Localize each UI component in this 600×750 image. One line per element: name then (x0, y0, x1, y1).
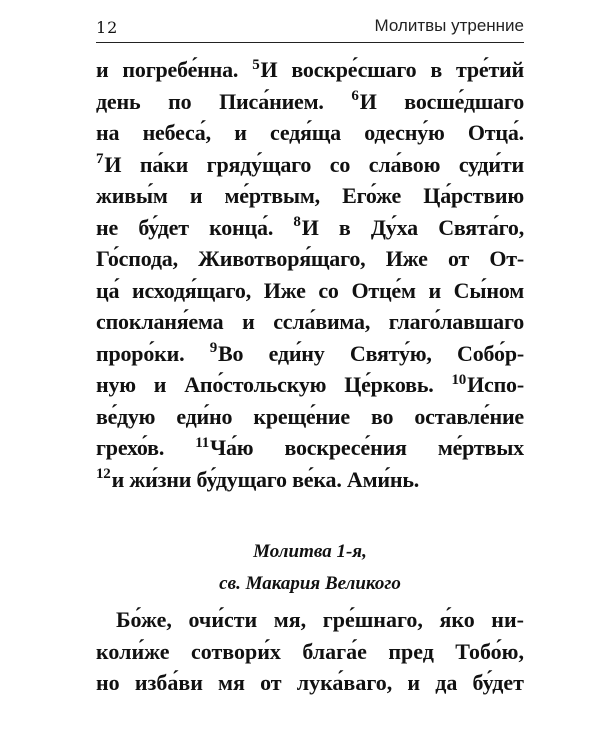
creed-line (96, 117, 524, 149)
prayer-line: Бо́же, очи́сти мя, гре́шнаго, я́ко ни- (116, 607, 524, 632)
prayer-text (96, 604, 524, 699)
creed-text-run: И па́ки гряду́щаго со сла́вою суди́ти (104, 151, 524, 177)
creed-text-run: не бу́дет конца́. (96, 214, 294, 240)
creed-line (96, 275, 524, 307)
creed-text-run: И восше́дшаго (359, 88, 524, 114)
creed-line (96, 243, 524, 275)
creed-line (96, 464, 524, 496)
prayer-title-author: св. Макария Великого (219, 573, 401, 594)
creed-line (96, 306, 524, 338)
creed-text-run: Во еди́ну Святу́ю, Собо́р- (218, 340, 524, 366)
creed-line (96, 338, 524, 370)
prayer-line: но изба́ви мя от лука́ваго, и да бу́дет (96, 670, 524, 695)
verse-number: 9 (209, 340, 218, 357)
verse-number: 6 (351, 88, 359, 105)
creed-text (96, 54, 524, 495)
creed-line (96, 212, 524, 244)
running-title: Молитвы утренние (374, 16, 524, 35)
verse-number: 8 (293, 214, 301, 231)
creed-text-run: Ча́ю воскресе́ния ме́ртвых (210, 435, 524, 460)
creed-text-run: и жи́зни бу́дущаго ве́ка. Ами́нь. (111, 466, 420, 492)
creed-text-run: Испо- (467, 372, 524, 397)
verse-number: 5 (252, 56, 260, 73)
prayer-title (96, 536, 524, 600)
creed-text-run: спокланя́ема и ссла́вима, глаго́лавшаго (96, 309, 524, 334)
creed-line (96, 180, 524, 212)
verse-number: 11 (195, 434, 210, 451)
creed-text-run: на небеса́, и седя́ща одесну́ю Отца́. (96, 120, 524, 145)
creed-text-run: ную и Апо́стольскую Це́рковь. (96, 372, 452, 397)
creed-text-run: живы́м и ме́ртвым, Его́же Ца́рствию (96, 183, 524, 208)
creed-line (96, 401, 524, 433)
prayer-line: коли́же сотвори́х блага́е пред Тобо́ю, (96, 638, 524, 664)
verse-number: 12 (96, 466, 111, 483)
creed-text-run: и погребе́нна. (96, 57, 253, 82)
creed-line (96, 54, 524, 86)
verse-number: 10 (451, 371, 467, 388)
creed-line (96, 432, 524, 464)
creed-text-run: проро́ки. (96, 340, 210, 366)
creed-text-run: И в Ду́ха Свята́го, (301, 214, 524, 240)
creed-text-run: Го́спода, Животворя́щаго, Иже от От- (96, 246, 524, 271)
creed-text-run: грехо́в. (96, 435, 196, 460)
page-number: 12 (96, 18, 119, 37)
verse-number: 7 (96, 151, 104, 168)
creed-line (96, 369, 524, 401)
creed-text-run: И воскре́сшаго в тре́тий (260, 57, 525, 82)
creed-text-run: ве́дую еди́но креще́ние во оставле́ние (96, 403, 524, 429)
creed-text-run: день по Писа́нием. (96, 88, 352, 114)
header-rule (96, 42, 524, 43)
prayer-title-number: Молитва 1-я, (253, 541, 367, 562)
creed-line (96, 86, 524, 118)
creed-text-run: ца́ исходя́щаго, Иже со Отце́м и Сы́ном (96, 277, 524, 303)
page-header (96, 14, 524, 40)
creed-line (96, 149, 524, 181)
